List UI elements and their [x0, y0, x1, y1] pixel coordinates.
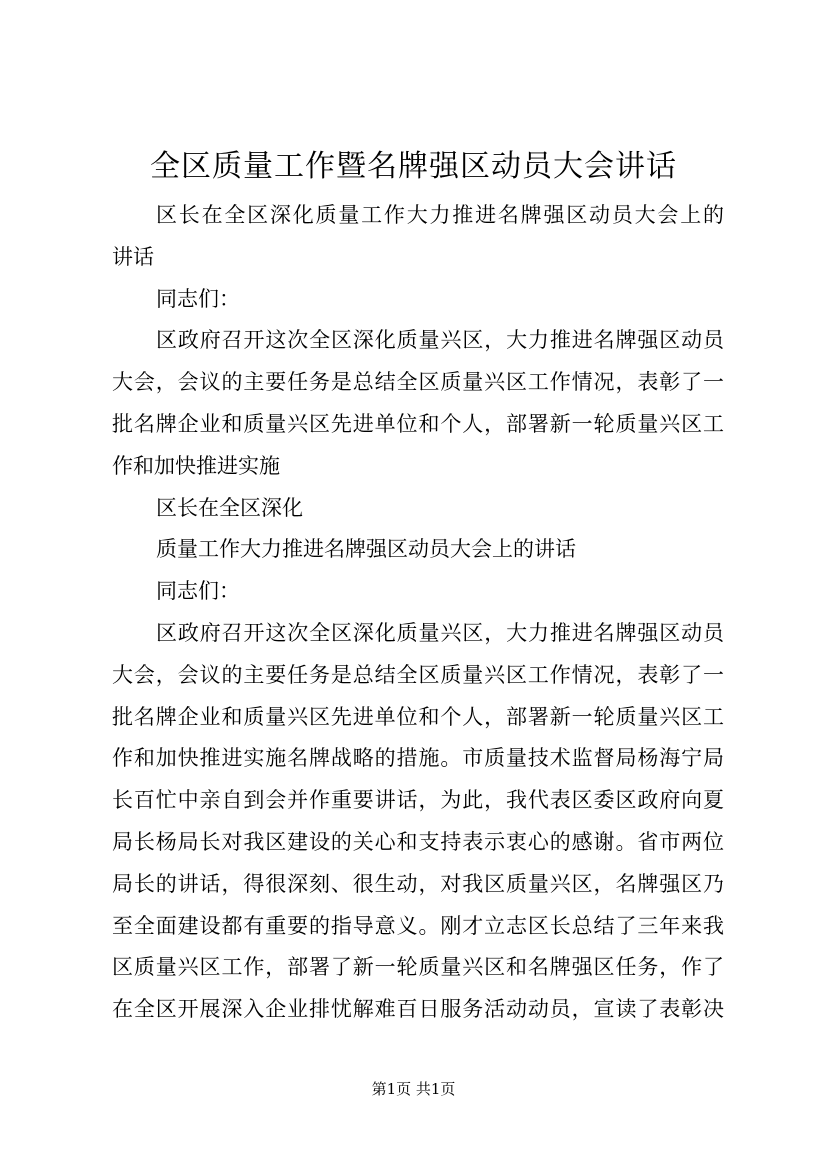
paragraph	[112, 613, 724, 1031]
text-line: 批名牌企业和质量兴区先进单位和个人，部署新一轮质量兴区工	[112, 411, 724, 436]
text-line: 至全面建设都有重要的指导意义。刚才立志区长总结了三年来我	[112, 913, 724, 938]
text-line: 作和加快推进实施名牌战略的措施。市质量技术监督局杨海宁局	[112, 746, 724, 771]
text-line: 区长在全区深化	[156, 495, 303, 520]
document-body	[112, 195, 724, 1031]
paragraph	[112, 488, 724, 530]
page-footer: 第1页 共1页	[371, 1080, 456, 1098]
text-line: 局长的讲话，得很深刻、很生动，对我区质量兴区，名牌强区乃	[112, 871, 724, 896]
text-line: 讲话	[112, 244, 154, 269]
text-line: 同志们：	[156, 579, 240, 604]
text-line: 批名牌企业和质量兴区先进单位和个人，部署新一轮质量兴区工	[112, 704, 724, 729]
text-line: 长百忙中亲自到会并作重要讲话，为此，我代表区委区政府向夏	[112, 788, 724, 813]
document-title: 全区质量工作暨名牌强区动员大会讲话	[150, 149, 677, 184]
text-line: 区长在全区深化质量工作大力推进名牌强区动员大会上的	[156, 203, 724, 227]
paragraph	[112, 279, 724, 321]
text-line: 质量工作大力推进名牌强区动员大会上的讲话	[156, 537, 576, 562]
paragraph	[112, 320, 724, 487]
text-line: 同志们：	[156, 286, 240, 311]
text-line: 大会，会议的主要任务是总结全区质量兴区工作情况，表彰了一	[112, 662, 724, 687]
text-line: 在全区开展深入企业排忧解难百日服务活动动员，宣读了表彰决	[112, 997, 724, 1022]
text-line: 作和加快推进实施	[112, 453, 280, 478]
paragraph	[112, 195, 724, 279]
text-line: 区政府召开这次全区深化质量兴区，大力推进名牌强区动员	[156, 620, 724, 645]
paragraph	[112, 529, 724, 571]
text-line: 大会，会议的主要任务是总结全区质量兴区工作情况，表彰了一	[112, 370, 724, 395]
text-line: 区质量兴区工作，部署了新一轮质量兴区和名牌强区任务，作了	[112, 955, 724, 980]
paragraph	[112, 571, 724, 613]
text-line: 局长杨局长对我区建设的关心和支持表示衷心的感谢。省市两位	[112, 829, 724, 854]
text-line: 区政府召开这次全区深化质量兴区，大力推进名牌强区动员	[156, 328, 724, 353]
